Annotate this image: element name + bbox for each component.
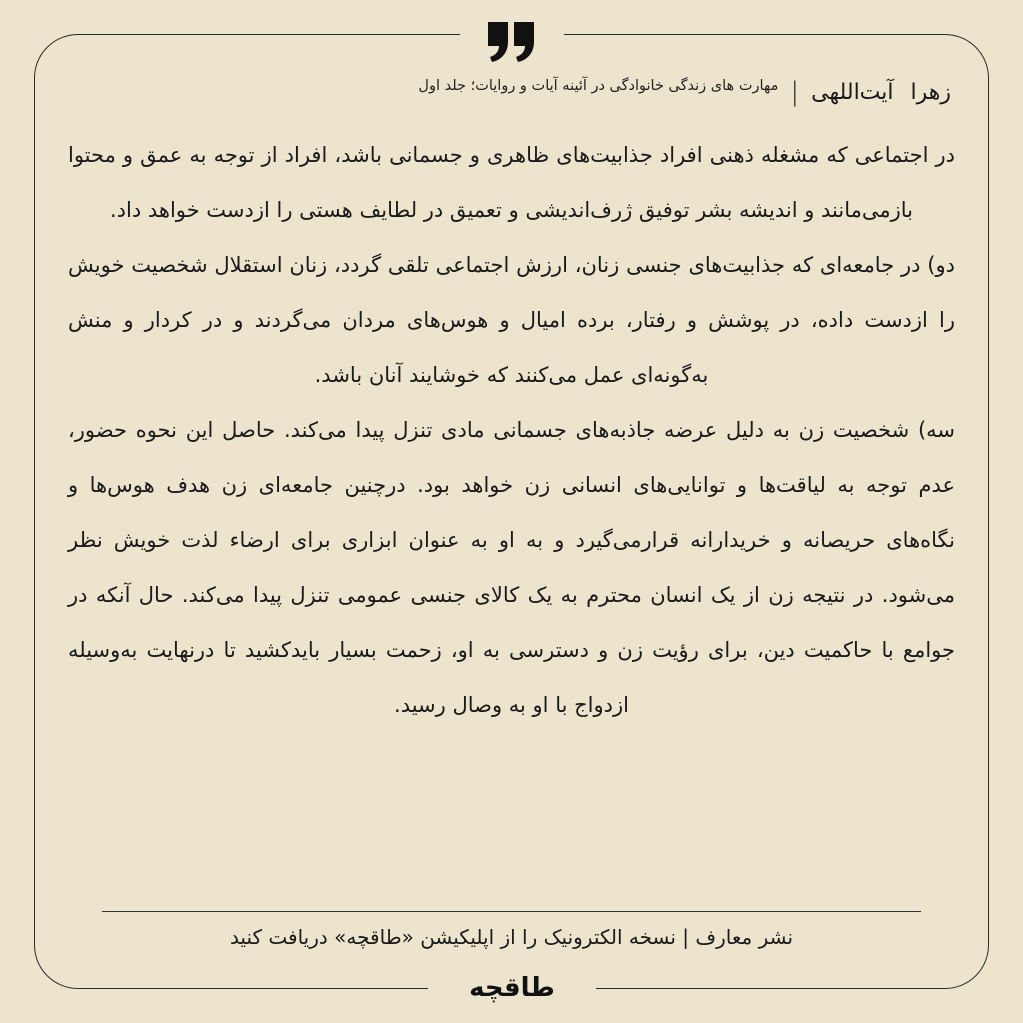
footer-divider (102, 911, 921, 912)
quote-body (68, 128, 955, 898)
quote-icon (484, 18, 540, 64)
paragraph: دو) در جامعه‌ای که جذابیت‌های جنسی زنان، ارزش اجتماعی تلقی گردد، زنان استقلال شخصیت خویش را ازدست داده، در پوشش و رفتار، برده امیال و هوس‌های مردان می‌گردند و در کردار و منش به‌گونه‌ای عمل می‌کنند که خوشایند آنان باشد. (68, 253, 955, 387)
author-name: زهرا آیت‌اللهی (811, 79, 951, 105)
paragraph: در اجتماعی که مشغله ذهنی افراد جذابیت‌های ظاهری و جسمانی باشد، افراد از توجه به عمق و محتوا بازمی‌مانند و اندیشه بشر توفیق ژرف‌اندیشی و تعمیق در لطایف هستی را ازدست خواهد داد. (68, 143, 955, 222)
taaghche-logo: طاقچه (469, 973, 555, 1003)
book-header (320, 70, 951, 114)
header-separator: | (790, 77, 800, 107)
paragraph: سه) شخصیت زن به دلیل عرضه جاذبه‌های جسمانی مادی تنزل پیدا می‌کند. حاصل این نحوه حضور، عدم توجه به لیاقت‌ها و توانایی‌های انسانی زن خواهد بود. درچنین جامعه‌ای زن هدف هوس‌ها و نگاه‌های حریصانه و خریدارانه قرارمی‌گیرد و به او به عنوان ابزاری برای ارضاء لذت خویش نظر می‌شود. در نتیجه زن از یک انسان محترم به یک کالای جنسی عمومی تنزل پیدا می‌کند. حال آنکه در جوامع با حاکمیت دین، برای رؤیت زن و دسترسی به او، زحمت بسیار بایدکشید تا درنهایت به‌وسیله ازدواج با او به وصال رسید. (68, 418, 955, 717)
publisher-footer: نشر معارف | نسخه الکترونیک را از اپلیکیشن «طاقچه» دریافت کنید (229, 925, 794, 949)
book-title: مهارت های زندگی خانوادگی در آئینه آیات و روایات؛ جلد اول (418, 78, 779, 94)
